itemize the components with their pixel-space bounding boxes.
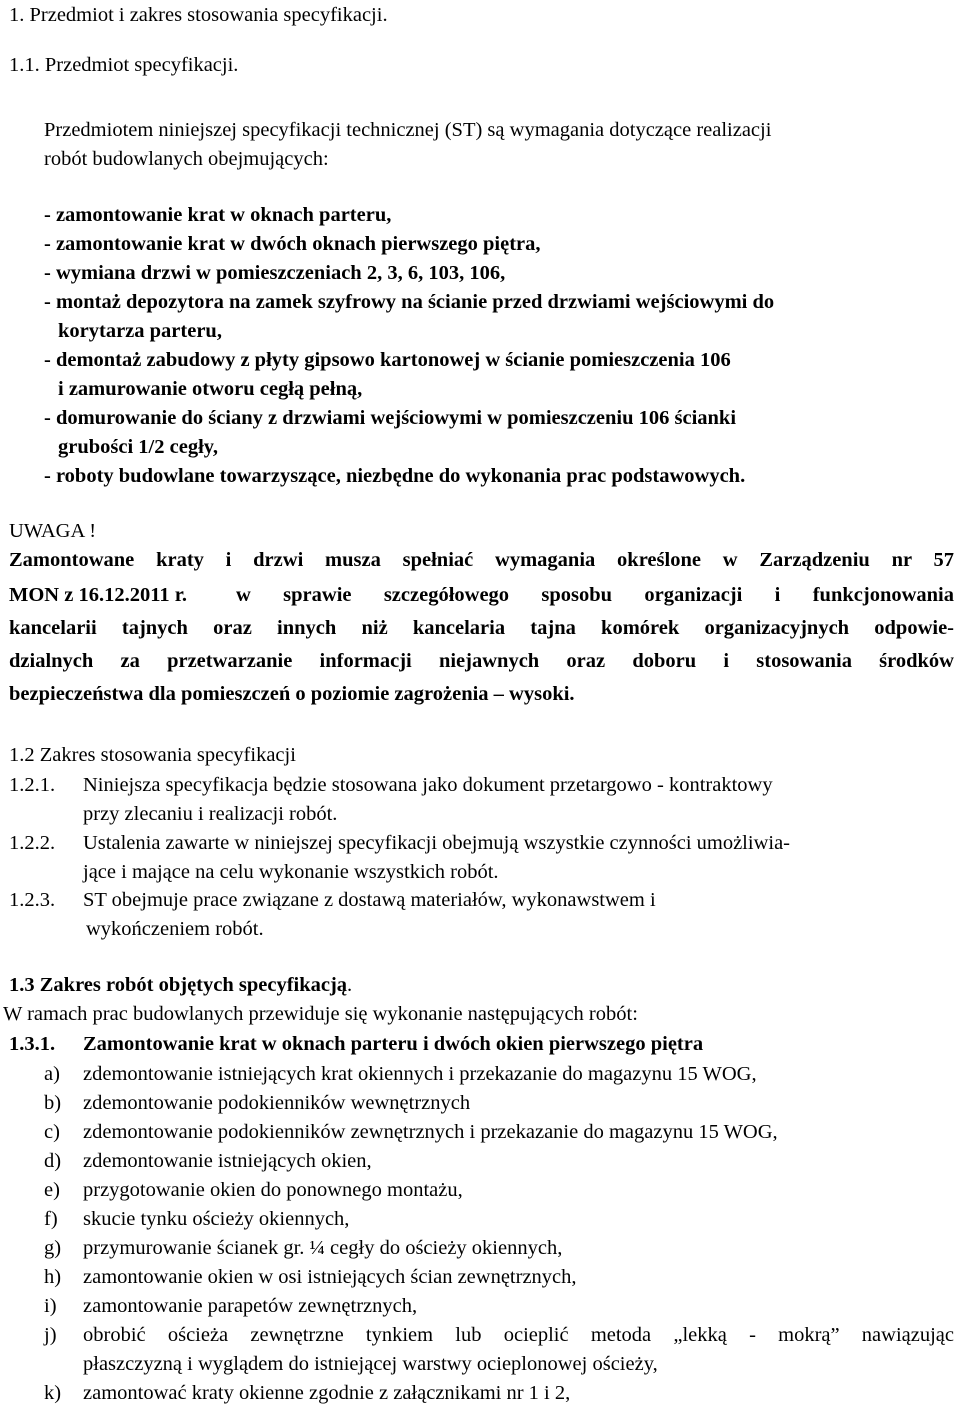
- note-line: dzialnych za przetwarzanie informacji niejawnych oraz doboru i stosowania środków: [9, 650, 954, 672]
- task-text: obrobić ościeża zewnętrzne tynkiem lub ocieplić metoda „lekką - mokrą” nawiązując: [83, 1324, 954, 1346]
- item-text: wykończeniem robót.: [86, 918, 264, 940]
- task-text: zdemontowanie istniejących krat okiennych i przekazanie do magazynu 15 WOG,: [83, 1063, 757, 1085]
- note-line: w sprawie szczegółowego sposobu organizacji i funkcjonowania: [236, 584, 954, 606]
- task-text: zamontowanie parapetów zewnętrznych,: [83, 1295, 418, 1317]
- task-text: przymurowanie ścianek gr. ¼ cegły do ościeży okiennych,: [83, 1237, 563, 1259]
- item-number: 1.3.1.: [9, 1033, 56, 1055]
- task-text: zdemontowanie podokienników wewnętrznych: [83, 1092, 471, 1114]
- task-text: zamontować kraty okienne zgodnie z załącznikami nr 1 i 2,: [83, 1382, 571, 1404]
- item-text: Niniejsza specyfikacja będzie stosowana jako dokument przetargowo - kontraktowy: [83, 774, 773, 796]
- scope-item: - roboty budowlane towarzyszące, niezbędne do wykonania prac podstawowych.: [44, 465, 746, 487]
- scope-item: - zamontowanie krat w dwóch oknach pierwszego piętra,: [44, 233, 541, 255]
- task-label: g): [44, 1237, 62, 1259]
- heading-section-1-3: [9, 971, 352, 1000]
- item-text: przy zlecaniu i realizacji robót.: [83, 803, 338, 825]
- task-text: zamontowanie okien w osi istniejących ścian zewnętrznych,: [83, 1266, 577, 1288]
- task-text: zdemontowanie istniejących okien,: [83, 1150, 372, 1172]
- task-label: e): [44, 1179, 60, 1201]
- scope-item: - zamontowanie krat w oknach parteru,: [44, 204, 392, 226]
- task-label: c): [44, 1121, 60, 1143]
- note-line: MON z 16.12.2011 r.: [9, 584, 188, 606]
- task-text: płaszczyzną i wyglądem do istniejącej warstwy ocieplonowej ościeży,: [83, 1353, 658, 1375]
- intro-line: robót budowlanych obejmujących:: [44, 148, 329, 170]
- item-title: Zamontowanie krat w oknach parteru i dwóch okien pierwszego piętra: [83, 1033, 704, 1055]
- task-text: skucie tynku ościeży okiennych,: [83, 1208, 350, 1230]
- task-text: przygotowanie okien do ponownego montażu,: [83, 1179, 463, 1201]
- scope-item: - domurowanie do ściany z drzwiami wejściowymi w pomieszczeniu 106 ścianki: [44, 407, 737, 429]
- item-text: ST obejmuje prace związane z dostawą materiałów, wykonawstwem i: [83, 889, 656, 911]
- item-text: Ustalenia zawarte w niniejszej specyfikacji obejmują wszystkie czynności umożliwia-: [83, 832, 790, 854]
- item-number: 1.2.3.: [9, 889, 56, 911]
- warning-label: UWAGA !: [9, 520, 97, 542]
- item-text: jące i mające na celu wykonanie wszystkich robót.: [83, 861, 499, 883]
- task-label: f): [44, 1208, 58, 1230]
- task-label: k): [44, 1382, 62, 1404]
- heading-section-1-3-dot: .: [347, 974, 353, 996]
- task-label: j): [44, 1324, 57, 1346]
- item-number: 1.2.2.: [9, 832, 56, 854]
- task-label: i): [44, 1295, 57, 1317]
- note-line: bezpieczeństwa dla pomieszczeń o poziomie zagrożenia – wysoki.: [9, 683, 575, 705]
- heading-section-1-1: 1.1. Przedmiot specyfikacji.: [9, 54, 239, 76]
- note-line: kancelarii tajnych oraz innych niż kancelaria tajna komórek organizacyjnych odpowie-: [9, 617, 954, 639]
- intro-line: Przedmiotem niniejszej specyfikacji technicznej (ST) są wymagania dotyczące realizacji: [44, 119, 772, 141]
- heading-section-1-2: 1.2 Zakres stosowania specyfikacji: [9, 744, 296, 766]
- scope-item: - demontaż zabudowy z płyty gipsowo kartonowej w ścianie pomieszczenia 106: [44, 349, 731, 371]
- task-text: zdemontowanie podokienników zewnętrznych i przekazanie do magazynu 15 WOG,: [83, 1121, 778, 1143]
- scope-item: - wymiana drzwi w pomieszczeniach 2, 3, 6, 103, 106,: [44, 262, 506, 284]
- heading-section-1: 1. Przedmiot i zakres stosowania specyfikacji.: [9, 4, 388, 26]
- heading-section-1-3-text: 1.3 Zakres robót objętych specyfikacją: [9, 974, 348, 996]
- note-line: Zamontowane kraty i drzwi musza spełniać wymagania określone w Zarządzeniu nr 57: [9, 549, 954, 571]
- scope-item-continued: i zamurowanie otworu cegłą pełną,: [58, 378, 363, 400]
- task-label: b): [44, 1092, 62, 1114]
- item-number: 1.2.1.: [9, 774, 56, 796]
- scope-item-continued: grubości 1/2 cegły,: [58, 436, 219, 458]
- scope-item-continued: korytarza parteru,: [58, 320, 222, 342]
- task-label: a): [44, 1063, 60, 1085]
- scope-item: - montaż depozytora na zamek szyfrowy na ścianie przed drzwiami wejściowymi do: [44, 291, 775, 313]
- task-label: d): [44, 1150, 62, 1172]
- task-label: h): [44, 1266, 62, 1288]
- section-1-3-intro: W ramach prac budowlanych przewiduje się wykonanie następujących robót:: [3, 1003, 638, 1025]
